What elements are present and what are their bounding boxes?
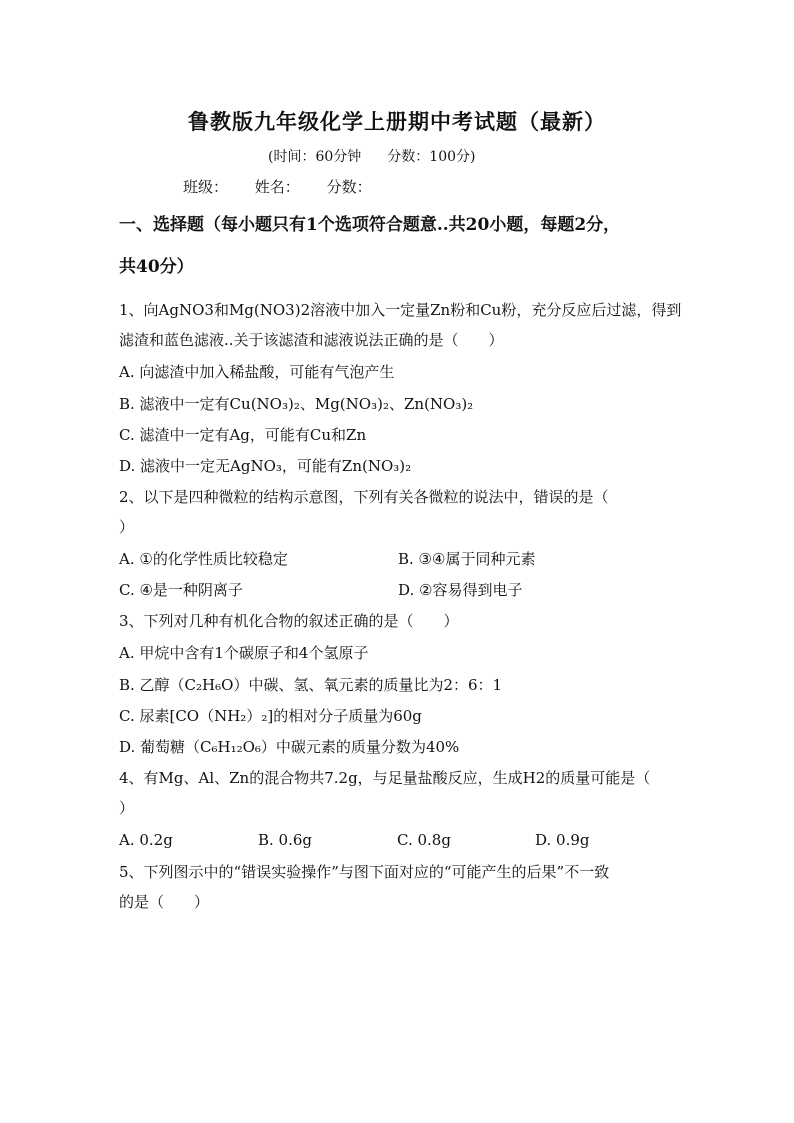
q2-stem-cont: ） [119,518,135,536]
q4-option-b: B. 0.6g [258,831,313,849]
q2-option-b: B. ③④属于同种元素 [398,550,536,568]
exam-total-score: 分数：100分) [387,149,476,165]
exam-subtitle [268,146,475,166]
q3-option-d: D. 葡萄糖（C₆H₁₂O₆）中碳元素的质量分数为40% [119,738,460,756]
q5-stem-cont: 的是（ ） [119,893,210,911]
q1-stem-cont: 滤渣和蓝色滤液..关于该滤渣和滤液说法正确的是（ ） [119,331,504,349]
q2-stem: 2、以下是四种微粒的结构示意图，下列有关各微粒的说法中，错误的是（ [119,488,609,506]
name-label: 姓名： [254,178,300,196]
q2-option-a: A. ①的化学性质比较稳定 [119,550,288,568]
q4-option-d: D. 0.9g [535,831,590,849]
q1-option-d: D. 滤液中一定无AgNO₃，可能有Zn(NO₃)₂ [119,457,412,475]
q4-option-a: A. 0.2g [119,831,173,849]
class-label: 班级： [183,178,229,196]
q2-options-row2 [119,580,523,600]
q1-stem: 1、向AgNO3和Mg(NO3)2溶液中加入一定量Zn粉和Cu粉，充分反应后过滤，得到 [119,301,682,319]
q5-stem: 5、下列图示中的“错误实验操作”与图下面对应的“可能产生的后果”不一致 [119,863,610,881]
q3-option-c: C. 尿素[CO（NH₂）₂]的相对分子质量为60g [119,707,422,725]
q4-stem-cont: ） [119,799,135,817]
score-label: 分数： [326,178,372,196]
q2-option-d: D. ②容易得到电子 [398,581,523,599]
q4-option-c: C. 0.8g [397,831,451,849]
q2-option-c: C. ④是一种阴离子 [119,581,243,599]
q1-option-b: B. 滤液中一定有Cu(NO₃)₂、Mg(NO₃)₂、Zn(NO₃)₂ [119,395,474,413]
q3-option-a: A. 甲烷中含有1个碳原子和4个氢原子 [119,644,369,662]
section-heading-cont: 共40分） [119,257,194,277]
student-info [183,176,394,197]
q3-option-b: B. 乙醇（C₂H₆O）中碳、氢、氧元素的质量比为2：6：1 [119,676,503,694]
q1-option-c: C. 滤渣中一定有Ag，可能有Cu和Zn [119,426,367,444]
q4-stem: 4、有Mg、Al、Zn的混合物共7.2g，与足量盐酸反应，生成H2的质量可能是（ [119,769,651,787]
q3-stem: 3、下列对几种有机化合物的叙述正确的是（ ） [119,612,459,630]
q2-options-row1 [119,549,536,569]
section-heading: 一、选择题（每小题只有1个选项符合题意..共20小题，每题2分， [119,215,621,235]
page-title: 鲁教版九年级化学上册期中考试题（最新） [188,109,606,134]
exam-time: (时间：60分钟 [268,149,362,165]
q1-option-a: A. 向滤渣中加入稀盐酸，可能有气泡产生 [119,363,395,381]
